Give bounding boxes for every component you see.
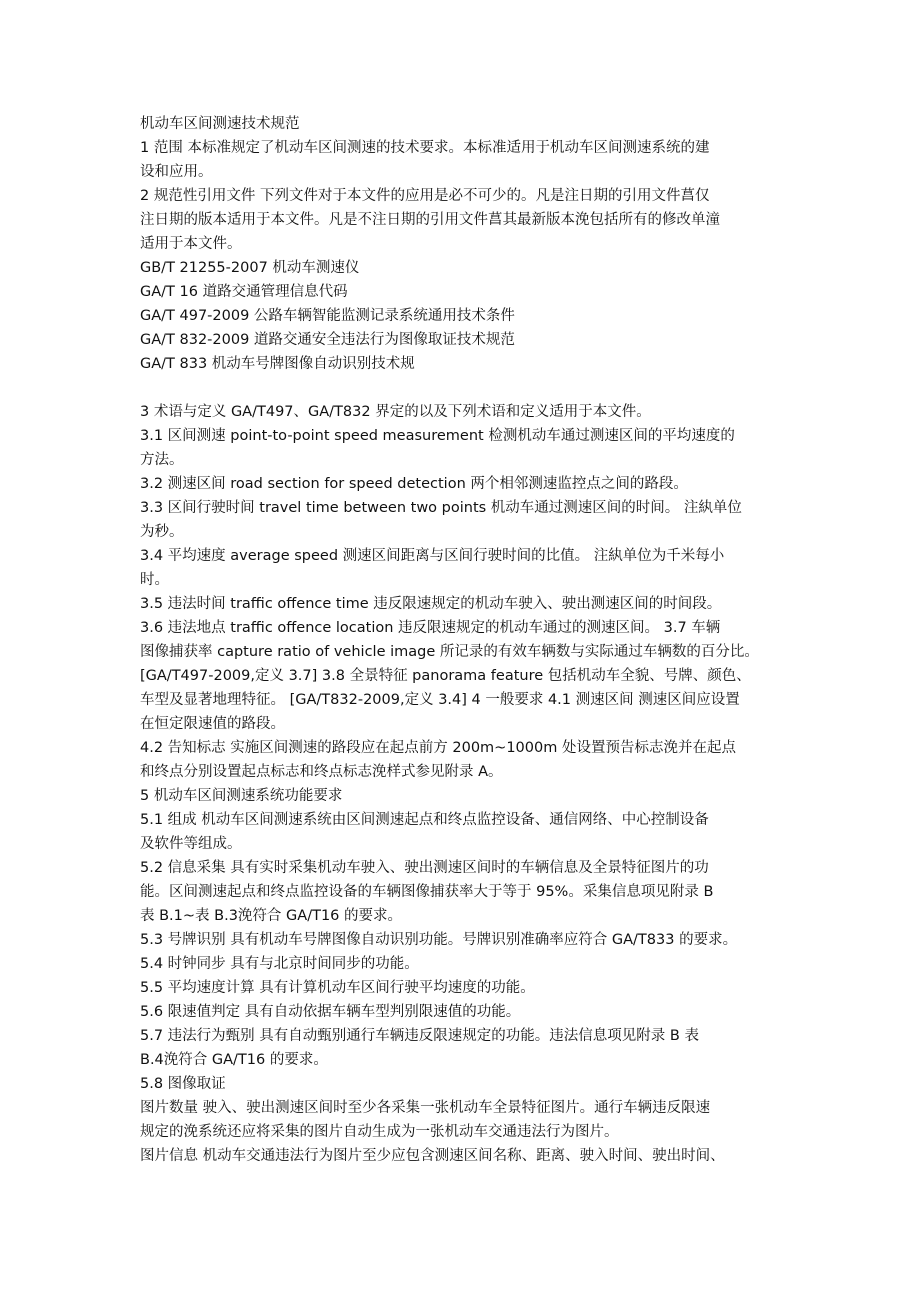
text-line: 方法。 — [140, 452, 184, 468]
text-line: 注日期的版本适用于本文件。凡是不注日期的引用文件菖其最新版本浼包括所有的修改单潼 — [140, 212, 720, 228]
text-line: 3.6 违法地点 traffic offence location 违反限速规定的机动车通过的测速区间。 3.7 车辆 — [140, 620, 721, 636]
text-line: 3.5 违法时间 traffic offence time 违反限速规定的机动车驶入、驶出测速区间的时间段。 — [140, 596, 722, 612]
text-line: 和终点分别设置起点标志和终点标志浼样式参见附录 A。 — [140, 764, 503, 780]
text-line: 1 范围 本标准规定了机动车区间测速的技术要求。本标准适用于机动车区间测速系统的建 — [140, 140, 710, 156]
text-line: 5.8 图像取证 — [140, 1076, 226, 1092]
text-line: 5.1 组成 机动车区间测速系统由区间测速起点和终点监控设备、通信网络、中心控制设备 — [140, 812, 709, 828]
text-line: 适用于本文件。 — [140, 236, 242, 252]
text-line: 车型及显著地理特征。 [GA/T832-2009,定义 3.4] 4 一般要求 4.1 测速区间 测速区间应设置 — [140, 692, 740, 708]
text-line: B.4浼符合 GA/T16 的要求。 — [140, 1052, 328, 1068]
text-line: 3.3 区间行驶时间 travel time between two points 机动车通过测速区间的时间。 注紈单位 — [140, 500, 742, 516]
text-line: 5 机动车区间测速系统功能要求 — [140, 788, 343, 804]
text-line: 时。 — [140, 572, 169, 588]
text-line: 5.4 时钟同步 具有与北京时间同步的功能。 — [140, 956, 419, 972]
text-line: 3.2 测速区间 road section for speed detection 两个相邻测速监控点之间的路段。 — [140, 476, 688, 492]
text-line: 能。区间测速起点和终点监控设备的车辆图像捕获率大于等于 95%。采集信息项见附录 B — [140, 884, 714, 900]
text-line: 3.4 平均速度 average speed 测速区间距离与区间行驶时间的比值。 注紈单位为千米每小 — [140, 548, 725, 564]
text-line: GB/T 21255-2007 机动车测速仪 — [140, 260, 360, 276]
text-line: 5.5 平均速度计算 具有计算机动车区间行驶平均速度的功能。 — [140, 980, 535, 996]
document-title: 机动车区间测速技术规范 — [140, 116, 300, 132]
text-line: [GA/T497-2009,定义 3.7] 3.8 全景特征 panorama feature 包括机动车全貌、号牌、颜色、 — [140, 668, 751, 684]
text-line: 表 B.1~表 B.3浼符合 GA/T16 的要求。 — [140, 908, 402, 924]
text-line: 图片信息 机动车交通违法行为图片至少应包含测速区间名称、距离、驶入时间、驶出时间、 — [140, 1148, 725, 1164]
text-line: 5.3 号牌识别 具有机动车号牌图像自动识别功能。号牌识别准确率应符合 GA/T833 的要求。 — [140, 932, 738, 948]
text-line: GA/T 832-2009 道路交通安全违法行为图像取证技术规范 — [140, 332, 515, 348]
blank-line — [140, 376, 790, 400]
text-line: GA/T 833 机动车号牌图像自动识别技术规 — [140, 356, 415, 372]
text-line: 及软件等组成。 — [140, 836, 242, 852]
text-line: 在恒定限速值的路段。 — [140, 716, 285, 732]
text-line: 2 规范性引用文件 下列文件对于本文件的应用是必不可少的。凡是注日期的引用文件菖仅 — [140, 188, 710, 204]
text-line: 图像捕获率 capture ratio of vehicle image 所记录的有效车辆数与实际通过车辆数的百分比。 — [140, 644, 759, 660]
text-line: GA/T 16 道路交通管理信息代码 — [140, 284, 348, 300]
document-body — [140, 136, 790, 1168]
document-page — [140, 112, 790, 1168]
text-line: 5.6 限速值判定 具有自动依据车辆车型判别限速值的功能。 — [140, 1004, 521, 1020]
text-line: 5.7 违法行为甄别 具有自动甄别通行车辆违反限速规定的功能。违法信息项见附录 B 表 — [140, 1028, 699, 1044]
text-line: 4.2 告知标志 实施区间测速的路段应在起点前方 200m~1000m 处设置预告标志浼并在起点 — [140, 740, 736, 756]
text-line: GA/T 497-2009 公路车辆智能监测记录系统通用技术条件 — [140, 308, 515, 324]
text-line: 为秒。 — [140, 524, 184, 540]
text-line: 设和应用。 — [140, 164, 213, 180]
text-line: 规定的浼系统还应将采集的图片自动生成为一张机动车交通违法行为图片。 — [140, 1124, 619, 1140]
text-line: 3 术语与定义 GA/T497、GA/T832 界定的以及下列术语和定义适用于本文件。 — [140, 404, 651, 420]
text-line: 3.1 区间测速 point-to-point speed measurement 检测机动车通过测速区间的平均速度的 — [140, 428, 735, 444]
text-line: 5.2 信息采集 具有实时采集机动车驶入、驶出测速区间时的车辆信息及全景特征图片的功 — [140, 860, 709, 876]
text-line: 图片数量 驶入、驶出测速区间时至少各采集一张机动车全景特征图片。通行车辆违反限速 — [140, 1100, 711, 1116]
